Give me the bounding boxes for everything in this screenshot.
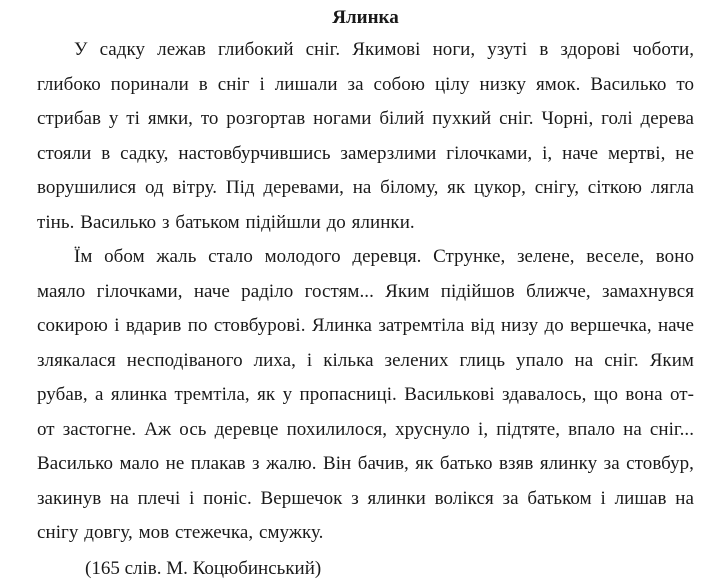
document-title: Ялинка (332, 7, 399, 28)
paragraph-1: У садку лежав глибокий сніг. Якимові ноги, узуті в здорові чоботи, глибоко поринали в сніг і лишали за собою цілу низку ямок. Василько то стрибав у ті ямки, то розгортав ногами білий пухкий сніг. Чорні, голі дерева стояли в садку, настовбурчившись замерзлими гілочками, і, наче мертві, не ворушилися од вітру. Під деревами, на білому, як цукор, снігу, сіткою лягла тінь. Василько з батьком підійшли до ялинки. (37, 39, 694, 233)
paragraph-2: Їм обом жаль стало молодого деревця. Струнке, зелене, веселе, воно маяло гілочками, наче раділо гостям... Яким підійшов ближче, замахнувся сокирою і вдарив по стовбурові. Ялинка затремтіла від низу до вершечка, наче злякалася несподіваного лиха, і кілька зелених глиць упало на сніг. Яким рубав, а ялинка тремтіла, як у пропасниці. Василькові здавалось, що вона от-от застогне. Аж ось деревце похилилося, хруснуло і, підтяте, впало на сніг... Василько мало не плакав з жалю. Він бачив, як батько взяв ялинку за стовбур, закинув на плечі і поніс. Вершечок з ялинки волікся за батьком і лишав на снігу довгу, мов стежечка, смужку. (37, 246, 694, 543)
source-attribution: (165 слів. М. Коцюбинський) (85, 557, 322, 579)
